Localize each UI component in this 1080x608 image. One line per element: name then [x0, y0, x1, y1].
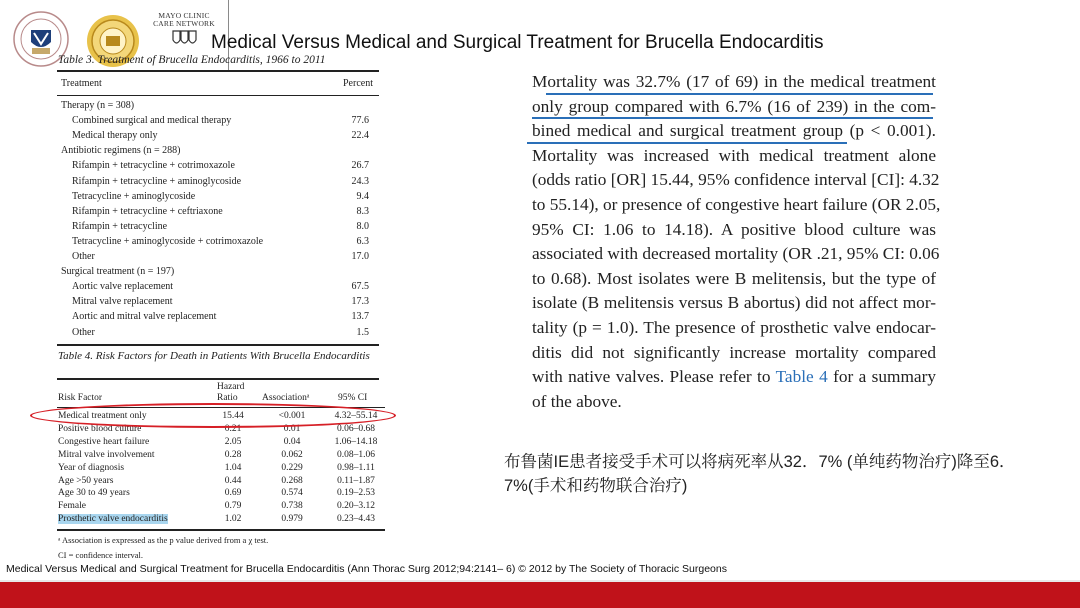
table4-cell-ci: 1.06–14.18 [334, 436, 378, 447]
paragraph-line: only group compared with 6.7% (16 of 239) in the com- [532, 96, 936, 116]
table4-cell-assoc: 0.268 [281, 475, 303, 486]
table4-cell-assoc: 0.979 [281, 514, 303, 525]
table4-col-ci: 95% CI [338, 393, 368, 403]
paragraph-line: (odds ratio [OR] 15.44, 95% confidence interval [CI]: 4.32 [532, 170, 940, 190]
table3-row-label: Medical therapy only [72, 130, 158, 142]
table4-bottom-rule [57, 529, 385, 531]
table3-row [55, 176, 379, 191]
table4-caption: Table 4. Risk Factors for Death in Patients With Brucella Endocarditis [58, 350, 370, 362]
table4-cell-hr: 2.05 [224, 436, 242, 447]
paragraph-line: bined medical and surgical treatment group (p < 0.001). [532, 121, 936, 141]
table3-row [55, 206, 379, 221]
red-highlight-oval [30, 403, 396, 428]
table3-row [55, 100, 379, 115]
table4-col-factor: Risk Factor [58, 393, 103, 403]
table4-cell-factor: Congestive heart failure [58, 436, 150, 447]
table4-cell-hr: 0.28 [224, 449, 242, 460]
paragraph-line: Mortality was 32.7% (17 of 69) in the medical treatment [532, 72, 936, 91]
table4-cell-assoc: 0.229 [281, 462, 303, 473]
table3-row-value: 77.6 [351, 115, 369, 127]
table3-header-rule [57, 95, 379, 96]
paragraph-lines [532, 70, 941, 365]
table4-cell-factor: Year of diagnosis [58, 462, 125, 473]
table4-cell-assoc: 0.062 [281, 449, 303, 460]
table4-cell-factor: Female [58, 501, 86, 512]
table4-cell-ci: 0.23–4.43 [337, 514, 375, 525]
table3-col-percent: Percent [343, 78, 373, 89]
table4-cell-hr: 0.69 [224, 488, 242, 499]
table4-col-hazard-1: Hazard [217, 382, 245, 392]
paragraph-line: Mortality was increased with medical treatment alone [532, 145, 936, 165]
underline-1 [546, 93, 933, 95]
table3-row-label: Rifampin + tetracycline + ceftriaxone [72, 205, 223, 217]
table4-row [55, 450, 383, 463]
table4-cell-hr: 1.02 [224, 514, 242, 525]
table3-row-label: Aortic and mitral valve replacement [72, 311, 217, 323]
table3-bottom-rule [57, 344, 379, 346]
table4-cell-factor: Medical treatment only [58, 411, 147, 421]
table3-row-label: Rifampin + tetracycline [72, 220, 168, 232]
mayo-clinic-logo [149, 12, 219, 48]
table3-row [55, 191, 379, 206]
slide-title: Medical Versus Medical and Surgical Treatment for Brucella Endocarditis [211, 32, 824, 53]
table4-cell-factor: Age >50 years [58, 475, 114, 486]
table3-row-value: 9.4 [356, 190, 369, 202]
table3-row-label: Other [72, 251, 95, 262]
table4-top-rule [57, 378, 379, 380]
table3-row-value: 6.3 [356, 235, 369, 247]
table4-cell-factor: Positive blood culture [58, 423, 142, 434]
table3-row-value: 8.0 [356, 220, 369, 232]
table3-row [55, 221, 379, 236]
paragraph-line: ditis did not significantly increase mortality compared [532, 342, 936, 362]
table3-row-label: Mitral valve replacement [72, 296, 173, 308]
table4-cell-assoc: 0.04 [283, 436, 301, 447]
table4-row [55, 476, 383, 489]
table4-cell-hr: 0.79 [224, 501, 242, 512]
mortality-paragraph [532, 70, 941, 414]
paragraph-line: to 0.68). Most isolates were B melitensis, but the type of [532, 268, 936, 288]
table3-row-label: Other [72, 326, 95, 338]
table4-col-association: Associationᵃ [262, 393, 310, 403]
table3-row [55, 236, 379, 251]
table3-row [55, 281, 379, 296]
table4-col-hazard-2: Ratio [217, 393, 238, 403]
table4-row [55, 501, 383, 514]
table4-footnote-a: ᵃ Association is expressed as the p value derived from a χ test. [58, 535, 269, 545]
table4-cell-assoc: 0.01 [283, 423, 301, 434]
table4-cell-ci: 0.20–3.12 [337, 501, 375, 512]
footer-red-bar [0, 582, 1080, 608]
table3-row-label: Surgical treatment (n = 197) [61, 266, 175, 278]
table4-cell-hr: 0.44 [224, 475, 242, 486]
table3-row-value: 17.0 [351, 251, 369, 262]
paragraph-line-13 [532, 365, 936, 390]
table4-cell-hr: 0.21 [224, 423, 242, 434]
table3-row-label: Therapy (n = 308) [61, 100, 135, 111]
paragraph-line: isolate (B melitensis versus B abortus) did not affect mor- [532, 293, 936, 313]
table4-cell-ci: 4.32–55.14 [334, 411, 378, 421]
table3-row [55, 266, 379, 281]
table3-caption: Table 3. Treatment of Brucella Endocarditis, 1966 to 2011 [58, 54, 326, 66]
table3-row [55, 311, 379, 326]
mayo-line-1: MAYO CLINIC [158, 11, 210, 20]
table4-cell-assoc: 0.574 [281, 488, 303, 499]
table-figure [55, 54, 393, 564]
table3-row [55, 251, 379, 266]
line13-pre: with native valves. Please refer to [532, 367, 776, 387]
table4-cell-ci: 0.11–1.87 [337, 475, 375, 486]
paragraph-line-14: of the above. [532, 391, 622, 411]
table4-cell-factor: Mitral valve involvement [58, 449, 155, 460]
table3-row-label: Antibiotic regimens (n = 288) [61, 145, 181, 157]
table3-row-label: Tetracycline + aminoglycoside + cotrimoxazole [72, 235, 264, 247]
table3-row-label: Tetracycline + aminoglycoside [72, 190, 196, 202]
table4-row [55, 514, 383, 527]
table4-cell-ci: 0.98–1.11 [337, 462, 375, 473]
table3-row-value: 22.4 [351, 130, 369, 142]
table3-row-value: 8.3 [356, 205, 369, 217]
table3-row [55, 327, 379, 342]
paragraph-line: 95% CI: 1.06 to 14.18). A positive blood culture was [532, 219, 936, 239]
table4-row [55, 488, 383, 501]
table3-row-value: 24.3 [351, 175, 369, 187]
table4-cell-assoc: <0.001 [278, 411, 306, 421]
mayo-shield-icon [171, 30, 197, 48]
table4-footnote-ci: CI = confidence interval. [58, 550, 144, 560]
table4-col-hazard [217, 382, 244, 404]
table4-link[interactable]: Table 4 [775, 367, 828, 387]
table3-row [55, 296, 379, 311]
table3-row [55, 130, 379, 145]
table3-row [55, 160, 379, 175]
table3-row-label: Aortic valve replacement [72, 281, 174, 293]
paragraph-line: to 55.14), or presence of congestive heart failure (OR 2.05, [532, 194, 941, 214]
table3-row-value: 17.3 [351, 296, 369, 308]
table3-row-value: 13.7 [351, 311, 369, 323]
chinese-summary: 布鲁菌IE患者接受手术可以将病死率从32．7% (单纯药物治疗)降至6．7%(手术和药物联合治疗) [504, 453, 1016, 495]
table4-cell-assoc: 0.738 [281, 501, 303, 512]
table3-row-value: 1.5 [356, 326, 369, 338]
table4-row [55, 463, 383, 476]
table3-row-label: Rifampin + tetracycline + aminoglycoside [72, 175, 242, 187]
table3-top-rule [57, 70, 379, 72]
paragraph-line: tality (p = 1.0). The presence of prosthetic valve endocar- [532, 317, 936, 337]
citation: Medical Versus Medical and Surgical Treatment for Brucella Endocarditis (Ann Thorac Surg 2012;94:2141– 6) © 2012 by The Society of Thoracic Surgeons [6, 563, 727, 575]
table3-col-treatment: Treatment [61, 78, 102, 89]
table3-row-value: 67.5 [351, 281, 369, 293]
table3-row-value: 26.7 [351, 160, 369, 172]
table4-row [55, 437, 383, 450]
underline-3 [527, 142, 847, 144]
mayo-line-2: CARE NETWORK [153, 19, 215, 28]
table3-row-label: Combined surgical and medical therapy [72, 115, 232, 127]
table4-cell-hr: 15.44 [222, 411, 244, 421]
table4-cell-factor: Age 30 to 49 years [58, 488, 130, 499]
table4-cell-hr: 1.04 [224, 462, 242, 473]
table4-cell-ci: 0.08–1.06 [337, 449, 375, 460]
underline-2 [532, 117, 933, 119]
table3-row-label: Rifampin + tetracycline + cotrimoxazole [72, 160, 235, 172]
line13-post: for a summary [827, 367, 936, 387]
paragraph-line: associated with decreased mortality (OR .21, 95% CI: 0.06 [532, 244, 940, 264]
table3-row [55, 145, 379, 160]
table4-cell-ci: 0.06–0.68 [337, 423, 375, 434]
table3-header [55, 78, 379, 93]
table4-cell-ci: 0.19–2.53 [337, 488, 375, 499]
table4-cell-factor: Prosthetic valve endocarditis [58, 514, 168, 525]
table3-row [55, 115, 379, 130]
